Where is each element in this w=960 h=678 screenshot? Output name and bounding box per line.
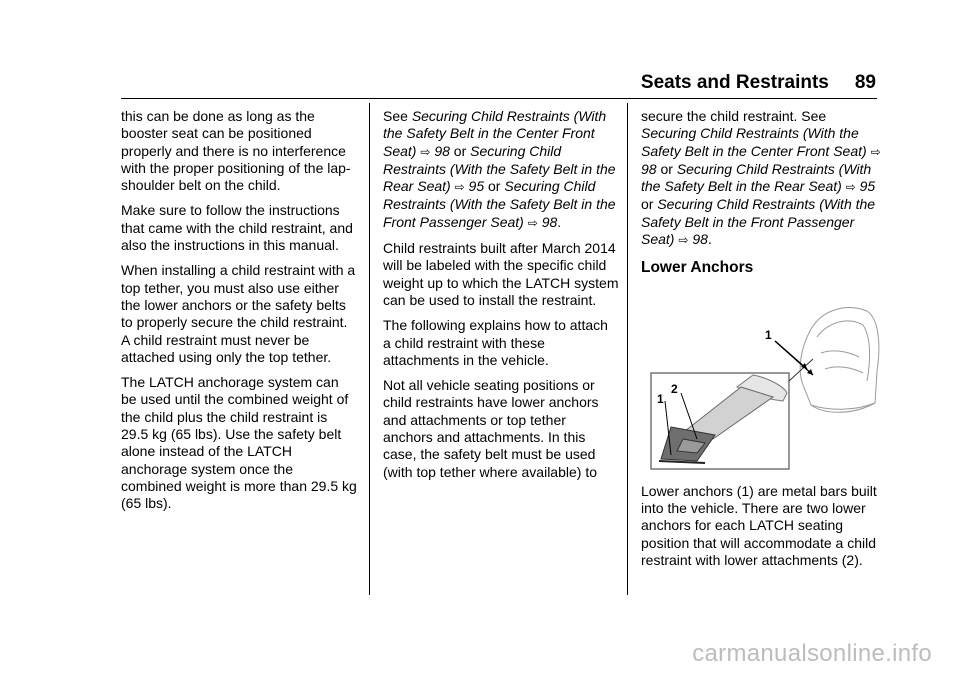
paragraph: The following explains how to attach a child restraint with these attachments in the vehicle. (383, 317, 608, 368)
column-2 (383, 108, 619, 489)
header-rule (121, 98, 877, 99)
cross-reference-link[interactable]: Securing Child Restraints (With the Safety Belt in the Front Passenger Seat) (641, 196, 876, 248)
paragraph: Lower anchors (1) are metal bars built into the vehicle. There are two lower anchors for each LATCH seating position that will accommodate a child restraint with lower attachments (2). (641, 482, 877, 568)
callout-label-1-inset: 1 (657, 391, 664, 406)
cross-reference-link[interactable]: Securing Child Restraints (With the Safety Belt in the Front Passenger Seat) (383, 178, 616, 230)
page-reference[interactable]: 95 (859, 178, 876, 195)
column-divider-1 (369, 103, 370, 595)
page-ref-arrow-icon: ⇨ (420, 144, 431, 159)
callout-label-1: 1 (765, 327, 772, 342)
column-1 (121, 108, 357, 521)
leader-line (775, 341, 807, 369)
column-divider-2 (627, 103, 628, 595)
page-ref-arrow-icon: ⇨ (454, 180, 465, 195)
lower-anchors-figure (641, 289, 883, 473)
running-header (641, 72, 876, 94)
page-ref-arrow-icon: ⇨ (845, 180, 856, 195)
page-reference[interactable]: 98 (434, 142, 450, 159)
page-ref-arrow-icon: ⇨ (870, 144, 881, 159)
paragraph: When installing a child restraint with a top tether, you must also use either the lower anchors or the safety belts to properly secure the child restraint. A child restraint must never be attached using only the top tether. (121, 262, 356, 365)
cross-reference-link[interactable]: Securing Child Restraints (With the Safety Belt in the Rear Seat) (641, 160, 872, 195)
page-reference[interactable]: 98 (692, 231, 708, 248)
cross-reference-paragraph: secure the child restraint. See Securing Child Restraints (With the Safety Belt in the Center Front Seat) ⇨ 98 or Securing Child Restraints (With the Safety Belt in the Rear Seat) ⇨ 95 or Securing Child Restraints (With the Safety Belt in the Front Passenger Seat) ⇨ 98. (641, 108, 881, 248)
page-number: 89 (854, 72, 876, 93)
paragraph: Child restraints built after March 2014 will be labeled with the specific child weight up to which the LATCH system can be used to install the restraint. (383, 240, 619, 308)
section-title: Seats and Restraints (640, 72, 829, 93)
subheading: Lower Anchors (641, 259, 754, 277)
page-reference[interactable]: 95 (468, 178, 485, 195)
page-reference[interactable]: 98 (641, 160, 657, 177)
paragraph: The LATCH anchorage system can be used until the combined weight of the child plus the child restraint is 29.5 kg (65 lbs). Use the safety belt alone instead of the LATCH anchorage system once the combined weight is more than 29.5 kg (65 lbs). (121, 374, 357, 512)
paragraph: Not all vehicle seating positions or child restraints have lower anchors and attachments or top tether anchors and attachments. In this case, the safety belt must be used (with top tether where available) to (383, 377, 599, 480)
cross-reference-link[interactable]: Securing Child Restraints (With the Safety Belt in the Center Front Seat) (383, 108, 607, 159)
page-ref-arrow-icon: ⇨ (527, 215, 538, 230)
watermark: carmanualsonline.info (692, 640, 932, 667)
paragraph: this can be done as long as the booster seat can be positioned properly and there is no interference with the proper positioning of the lap-shoulder belt on the child. (121, 108, 351, 194)
paragraph: Make sure to follow the instructions that came with the child restraint, and also the instructions in this manual. (121, 202, 353, 254)
cross-reference-link[interactable]: Securing Child Restraints (With the Safety Belt in the Rear Seat) (383, 142, 616, 195)
column-3 (641, 108, 881, 577)
callout-label-2: 2 (671, 381, 678, 396)
page-ref-arrow-icon: ⇨ (678, 233, 689, 248)
page-reference[interactable]: 98 (541, 213, 558, 230)
cross-reference-paragraph: See Securing Child Restraints (With the Safety Belt in the Center Front Seat) ⇨ 98 or Securing Child Restraints (With the Safety Belt in the Rear Seat) ⇨ 95 or Securing Child Restraints (With the Safety Belt in the Front Passenger Seat) ⇨ 98. (383, 108, 616, 230)
cross-reference-link[interactable]: Securing Child Restraints (With the Safety Belt in the Center Front Seat) (641, 125, 867, 159)
